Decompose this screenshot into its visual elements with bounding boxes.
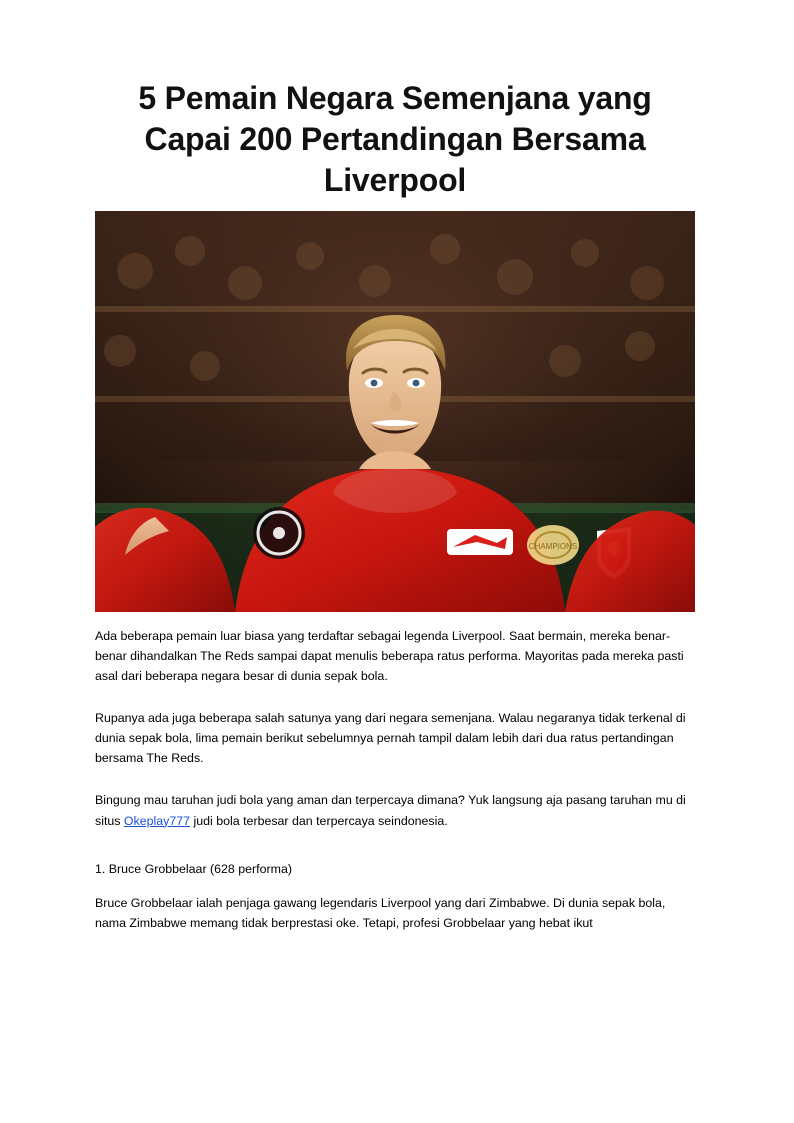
paragraph-intro: Ada beberapa pemain luar biasa yang terdaftar sebagai legenda Liverpool. Saat bermain, mereka benar-benar dihandalkan The Reds sampai dapat menulis beberapa ratus performa. Mayoritas pada mereka pasti asal dari beberapa negara besar di dunia sepak bola.	[95, 628, 684, 684]
page-title: 5 Pemain Negara Semenjana yang Capai 200 Pertandingan Bersama Liverpool	[138, 80, 652, 198]
hero-illustration	[95, 211, 695, 612]
okeplay777-link[interactable]: Okeplay777	[123, 813, 191, 828]
promo-text-before: Bingung mau taruhan judi bola yang aman dan terpercaya dimana? Yuk langsung aja pasang taruhan mu di situs	[95, 793, 686, 828]
paragraph-second: Rupanya ada juga beberapa salah satunya yang dari negara semenjana. Walau negaranya tidak terkenal di dunia sepak bola, lima pemain berikut sebelumnya pernah tampil dalam lebih dari dua ratus pertandingan bersama The Reds.	[95, 711, 686, 766]
paragraph-promo	[95, 790, 695, 830]
entry-heading-1: 1. Bruce Grobbelaar (628 performa)	[95, 861, 292, 876]
promo-text-after: judi bola terbesar dan terpercaya seindonesia.	[190, 813, 448, 828]
svg-text:CHAMPIONS: CHAMPIONS	[528, 541, 578, 551]
document-content	[95, 78, 695, 955]
article-hero-photo	[95, 211, 695, 612]
entry-body-1: Bruce Grobbelaar ialah penjaga gawang legendaris Liverpool yang dari Zimbabwe. Di dunia sepak bola, nama Zimbabwe memang tidak berprestasi oke. Tetapi, profesi Grobbelaar yang hebat ikut	[95, 895, 666, 930]
